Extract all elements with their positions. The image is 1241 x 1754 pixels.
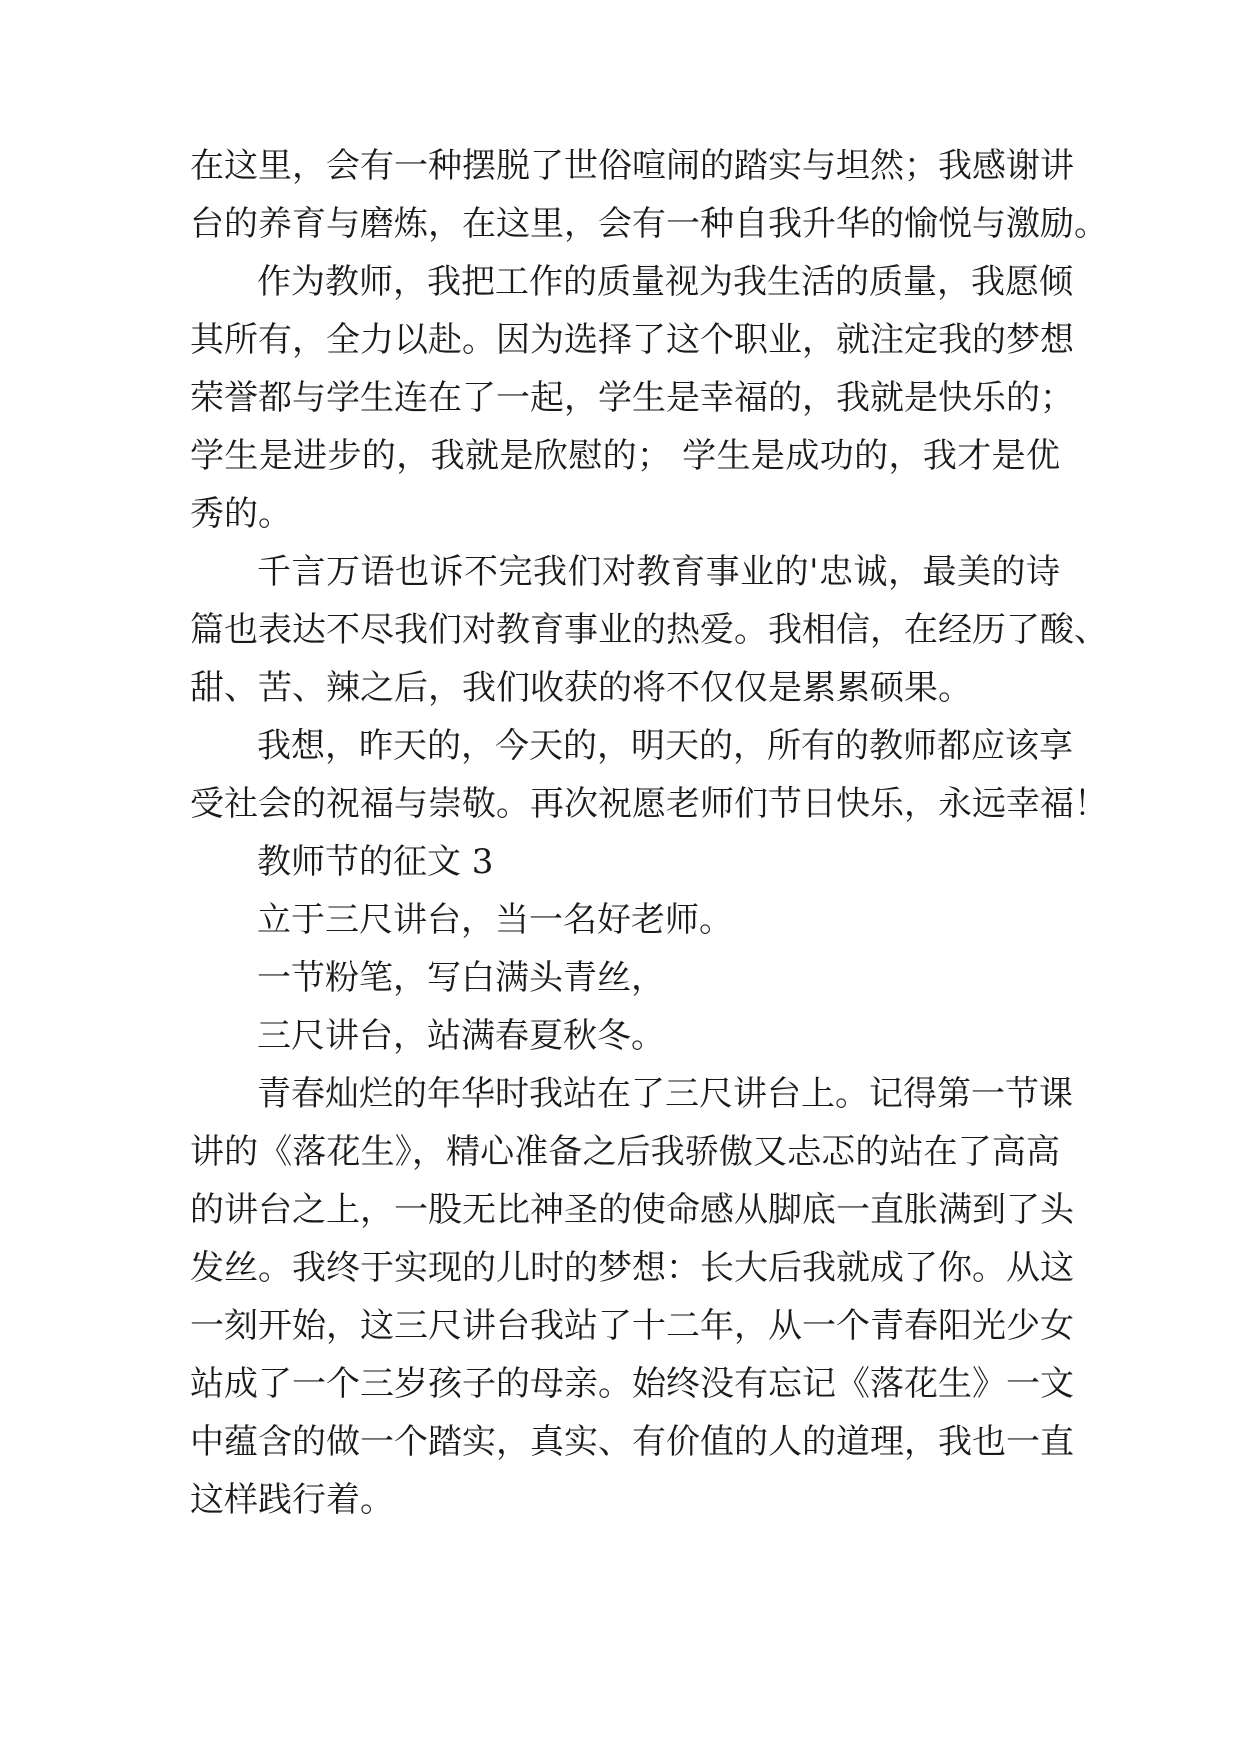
text-line: 其所有，全力以赴。因为选择了这个职业，就注定我的梦想 <box>190 320 1074 360</box>
paragraph-first-line: 千言万语也诉不完我们对教育事业的'忠诚，最美的诗 <box>257 552 1060 592</box>
text-line: 立于三尺讲台，当一名好老师。 <box>257 900 733 940</box>
text-line: 发丝。我终于实现的儿时的梦想：长大后我就成了你。从这 <box>190 1248 1074 1288</box>
text-line: 荣誉都与学生连在了一起，学生是幸福的，我就是快乐的； <box>190 378 1074 418</box>
text-line: 学生是进步的，我就是欣慰的； 学生是成功的，我才是优 <box>190 436 1060 476</box>
paragraph-first-line: 青春灿烂的年华时我站在了三尺讲台上。记得第一节课 <box>257 1074 1073 1114</box>
text-line: 台的养育与磨炼，在这里，会有一种自我升华的愉悦与激励。 <box>190 204 1108 244</box>
text-line: 受社会的祝福与崇敬。再次祝愿老师们节日快乐，永远幸福！ <box>190 784 1108 824</box>
text-line: 秀的。 <box>190 494 292 534</box>
paragraph-first-line: 我想，昨天的，今天的，明天的，所有的教师都应该享 <box>257 726 1073 766</box>
text-line: 中蕴含的做一个踏实，真实、有价值的人的道理，我也一直 <box>190 1422 1074 1462</box>
text-line: 一刻开始，这三尺讲台我站了十二年，从一个青春阳光少女 <box>190 1306 1074 1346</box>
text-line: 一节粉笔，写白满头青丝， <box>257 958 665 998</box>
paragraph-first-line: 作为教师，我把工作的质量视为我生活的质量，我愿倾 <box>257 262 1073 302</box>
text-line: 的讲台之上，一股无比神圣的使命感从脚底一直胀满到了头 <box>190 1190 1074 1230</box>
text-line: 这样践行着。 <box>190 1480 394 1520</box>
text-line: 三尺讲台，站满春夏秋冬。 <box>257 1016 665 1056</box>
text-line: 甜、苦、辣之后，我们收获的将不仅仅是累累硕果。 <box>190 668 972 708</box>
text-line: 篇也表达不尽我们对教育事业的热爱。我相信，在经历了酸、 <box>190 610 1108 650</box>
text-line: 讲的《落花生》，精心准备之后我骄傲又忐忑的站在了高高 <box>190 1132 1060 1172</box>
text-line: 在这里，会有一种摆脱了世俗喧闹的踏实与坦然；我感谢讲 <box>190 146 1074 186</box>
text-line: 站成了一个三岁孩子的母亲。始终没有忘记《落花生》一文 <box>190 1364 1074 1404</box>
section-heading: 教师节的征文 3 <box>257 842 494 882</box>
